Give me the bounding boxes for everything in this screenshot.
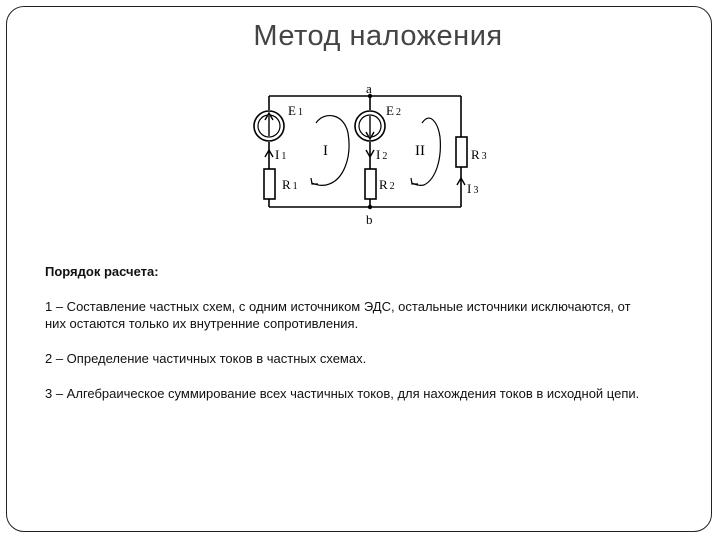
procedure-heading: Порядок расчета: [45, 264, 159, 279]
loop-arrow-2-head [411, 178, 418, 184]
current2-label: I 2 [376, 147, 388, 162]
slide-title: Метод наложения [253, 20, 503, 52]
node-b-dot [368, 205, 372, 209]
resistor1-label: R 1 [282, 177, 298, 192]
node-b-label: b [366, 212, 373, 227]
circuit-diagram [240, 85, 500, 230]
resistor-1 [264, 169, 275, 199]
emf-source-2 [355, 111, 385, 141]
node-a-label: a [366, 85, 372, 96]
procedure-step-2: 2 – Определение частичных токов в частных схемах. [45, 351, 367, 366]
procedure-step-1: 1 – Составление частных схем, с одним источником ЭДС, остальные источники исключаются, от них остаются только их внутренние сопротивления. [45, 299, 631, 331]
loop2-label: II [415, 143, 425, 159]
resistor2-label: R 2 [379, 177, 395, 192]
current1-label: I 1 [275, 147, 287, 162]
slide-body [45, 263, 645, 420]
resistor-3 [456, 137, 467, 167]
resistor3-label: R 3 [471, 147, 487, 162]
emf2-label: E 2 [386, 103, 401, 118]
loop1-label: I [323, 143, 328, 159]
resistor-2 [365, 169, 376, 199]
loop-arrow-1 [312, 116, 349, 186]
emf1-label: E 1 [288, 103, 303, 118]
current3-label: I 3 [467, 181, 479, 196]
procedure-step-3: 3 – Алгебраическое суммирование всех частичных токов, для нахождения токов в исходной цепи. [45, 386, 640, 401]
emf-source-1 [254, 111, 284, 141]
loop-arrow-1-head [311, 178, 318, 184]
